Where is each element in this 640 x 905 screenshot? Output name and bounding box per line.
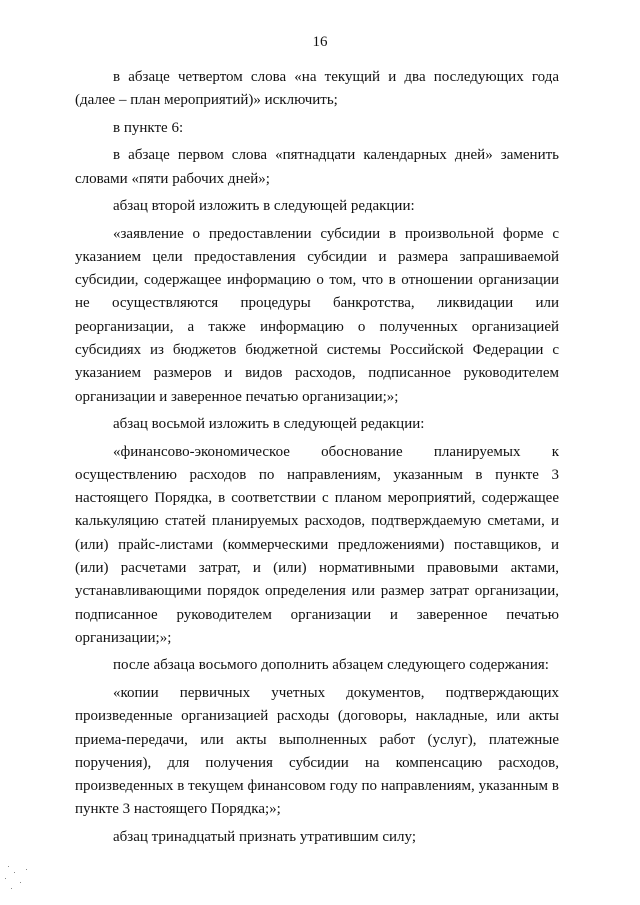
paragraph-1: в абзаце четвертом слова «на текущий и два последующих года (далее – план мероприятий)» исключить; [75,69,559,109]
paragraph-7: «финансово-экономическое обоснование планируемых к осуществлению расходов по направлениям, указанным в пункте 3 настоящего Порядка, в соответствии с планом мероприятий, содержащее калькуляцию статей планируемых расходов, подтверждаемую сметами, и (или) прайс-листами (коммерческими предложениями) поставщиков, и (или) расчетами затрат, и (или) нормативными правовыми актами, устанавливающими порядок определения или размер затрат организации, подписанное руководителем организации и заверенное печатью организации;»; [75,443,559,646]
paragraph-3: в абзаце первом слова «пятнадцати календарных дней» заменить словами «пяти рабочих дней»; [75,147,559,187]
scan-specks [0,860,60,900]
paragraph-4: абзац второй изложить в следующей редакции: [113,198,415,215]
paragraph-10: абзац тринадцатый признать утратившим силу; [113,828,416,845]
document-body [75,66,559,853]
paragraph-6: абзац восьмой изложить в следующей редакции: [113,416,425,433]
paragraph-8: после абзаца восьмого дополнить абзацем следующего содержания: [113,657,549,674]
page-number: 16 [312,34,328,50]
paragraph-9: «копии первичных учетных документов, подтверждающих произведенные организацией расходы (договоры, накладные, или акты приема-передачи, или акты выполненных работ (услуг), платежные поручения), для получения субсидии на компенсацию расходов, произведенных в текущем финансовом году по направлениям, указанным в пункте 3 настоящего Порядка;»; [75,684,559,818]
paragraph-5: «заявление о предоставлении субсидии в произвольной форме с указанием цели предоставления субсидии и размера запрашиваемой субсидии, содержащее информацию о том, что в отношении организации не осуществляются процедуры банкротства, ликвидации или реорганизации, а также информацию о полученных организацией субсидиях из бюджетов бюджетной системы Российской Федерации с указанием размеров и видов расходов, подписанное руководителем организации и заверенное печатью организации;»; [75,225,559,405]
paragraph-2: в пункте 6: [113,119,184,136]
